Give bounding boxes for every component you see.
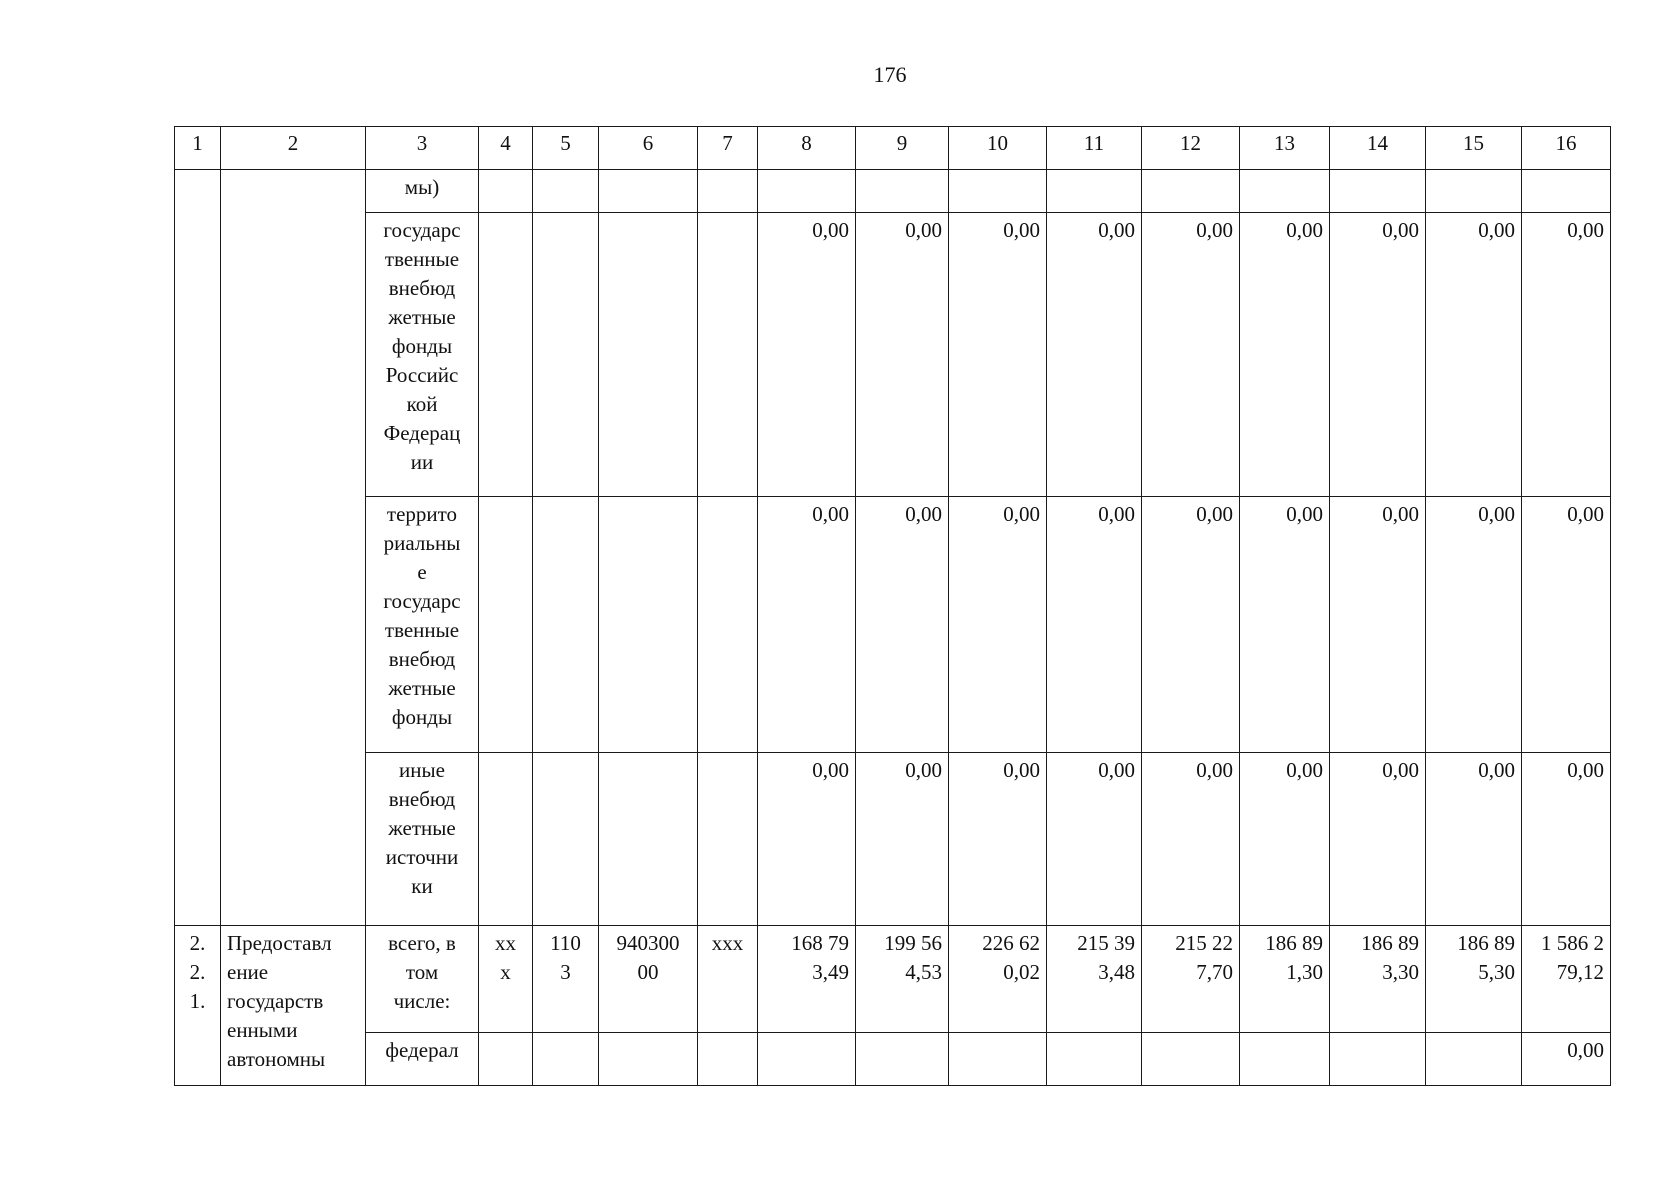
value-cell-col10: 0,00: [949, 753, 1047, 926]
total-value-col8-line: 3,49: [812, 960, 849, 984]
empty-cell: [479, 1033, 533, 1086]
total-label-line: том: [405, 960, 439, 984]
empty-cell: [533, 497, 599, 753]
value-cell-col12: [1142, 170, 1240, 213]
funding-source-label: [366, 213, 479, 497]
empty-cell: [698, 1033, 758, 1086]
value-cell-col12: 0,00: [1142, 213, 1240, 497]
total-value-col8: [758, 926, 856, 1033]
empty-cell: [599, 753, 698, 926]
column-number-3: 3: [366, 127, 479, 170]
value-cell-col8: 0,00: [758, 497, 856, 753]
value-cell-col8: 0,00: [758, 753, 856, 926]
value-cell-col15: 0,00: [1426, 497, 1522, 753]
total-value-col13: [1240, 926, 1330, 1033]
value-cell-col14: 0,00: [1330, 213, 1426, 497]
section-number-line: 2.: [189, 960, 206, 984]
section-name-line: ение: [227, 960, 269, 984]
page-number: 176: [873, 62, 907, 87]
column-number-8: 8: [758, 127, 856, 170]
funding-source-label-line: источни: [385, 845, 459, 869]
col6-code-line: 00: [637, 960, 659, 984]
section-name-line: енными: [227, 1018, 298, 1042]
value-cell-col14: 0,00: [1330, 753, 1426, 926]
column-number-9: 9: [856, 127, 949, 170]
col4-code-line: х: [500, 960, 511, 984]
total-value-col15: [1426, 926, 1522, 1033]
empty-cell: [698, 497, 758, 753]
total-value-col15-line: 5,30: [1478, 960, 1515, 984]
funding-source-label-line: фонды: [391, 334, 453, 358]
section-name-line: государств: [227, 989, 324, 1013]
total-value-col9-line: 4,53: [905, 960, 942, 984]
value-cell-col15: [1426, 170, 1522, 213]
section-number-line: 1.: [189, 989, 206, 1013]
section-number: [175, 926, 221, 1086]
total-value-col13-line: 186 89: [1265, 931, 1323, 955]
col5-code-line: 3: [560, 960, 571, 984]
value-cell-col8: [758, 170, 856, 213]
empty-cell: [479, 753, 533, 926]
col6-code: [599, 926, 698, 1033]
funding-source-label: [366, 753, 479, 926]
empty-cell: [533, 170, 599, 213]
total-value-col11-line: 215 39: [1077, 931, 1135, 955]
funding-source-label-line: иные: [399, 758, 445, 782]
empty-cell: [533, 1033, 599, 1086]
value-cell-col16: 0,00: [1522, 753, 1611, 926]
funding-source-label-line: риальны: [383, 531, 461, 555]
column-number-14: 14: [1330, 127, 1426, 170]
total-value-col16: [1522, 926, 1611, 1033]
empty-cell: [479, 170, 533, 213]
total-value-col10: [949, 926, 1047, 1033]
column-number-2: 2: [221, 127, 366, 170]
value-cell-col16: 0,00: [1522, 497, 1611, 753]
empty-cell: [533, 213, 599, 497]
value-cell-col16: 0,00: [1522, 213, 1611, 497]
total-label-line: всего, в: [388, 931, 456, 955]
funding-source-label: [366, 497, 479, 753]
value-cell-col11: [1047, 170, 1142, 213]
column-number-12: 12: [1142, 127, 1240, 170]
table-row-other-extrabudgetary: [175, 753, 1611, 926]
federal-value-col14: [1330, 1033, 1426, 1086]
total-value-col10-line: 0,02: [1003, 960, 1040, 984]
section-name: [221, 926, 366, 1086]
value-cell-col13: 0,00: [1240, 497, 1330, 753]
empty-cell: [479, 213, 533, 497]
empty-cell: [698, 170, 758, 213]
empty-cell: [599, 1033, 698, 1086]
funding-source-label-line: жетные: [388, 305, 456, 329]
funding-source-label-line: Российс: [385, 363, 459, 387]
value-cell-col12: 0,00: [1142, 497, 1240, 753]
empty-cell: [698, 753, 758, 926]
column-number-7: 7: [698, 127, 758, 170]
total-value-col16-line: 1 586 2: [1541, 931, 1604, 955]
total-value-col8-line: 168 79: [791, 931, 849, 955]
total-value-col9: [856, 926, 949, 1033]
value-cell-col12: 0,00: [1142, 753, 1240, 926]
value-cell-col14: 0,00: [1330, 497, 1426, 753]
section-name-line: Предоставл: [227, 931, 332, 955]
federal-value-col10: [949, 1033, 1047, 1086]
funding-source-label-line: Федерац: [383, 421, 461, 445]
total-value-col13-line: 1,30: [1286, 960, 1323, 984]
empty-cell: [599, 497, 698, 753]
total-label: [366, 926, 479, 1033]
value-cell-col15: 0,00: [1426, 753, 1522, 926]
col4-code-line: хх: [495, 931, 516, 955]
federal-value-col8: [758, 1033, 856, 1086]
value-cell-col10: 0,00: [949, 213, 1047, 497]
value-cell-col15: 0,00: [1426, 213, 1522, 497]
total-value-col14-line: 186 89: [1361, 931, 1419, 955]
column-number-16: 16: [1522, 127, 1611, 170]
column-number-13: 13: [1240, 127, 1330, 170]
value-cell-col11: 0,00: [1047, 213, 1142, 497]
total-value-col12-line: 215 22: [1175, 931, 1233, 955]
funding-source-label-line: е: [417, 560, 427, 584]
col7-code: ххх: [698, 926, 758, 1033]
funding-source-label-line: ии: [410, 450, 434, 474]
column-number-6: 6: [599, 127, 698, 170]
funding-source-label-line: внебюд: [388, 647, 456, 671]
federal-value-col12: [1142, 1033, 1240, 1086]
funding-source-label-line: государс: [383, 218, 461, 242]
table-row-state-extrabudgetary: [175, 213, 1611, 497]
funding-source-label-line: федерал: [385, 1038, 459, 1062]
federal-value-col11: [1047, 1033, 1142, 1086]
value-cell-col9: 0,00: [856, 213, 949, 497]
total-value-col9-line: 199 56: [884, 931, 942, 955]
value-cell-col13: 0,00: [1240, 213, 1330, 497]
federal-value-col16: 0,00: [1522, 1033, 1611, 1086]
table-row-territorial-extrabudgetary: [175, 497, 1611, 753]
funding-source-label-line: жетные: [388, 676, 456, 700]
value-cell-col9: 0,00: [856, 497, 949, 753]
federal-value-col15: [1426, 1033, 1522, 1086]
federal-value-col9: [856, 1033, 949, 1086]
total-value-col14-line: 3,30: [1382, 960, 1419, 984]
funding-source-label-line: твенные: [384, 247, 460, 271]
empty-cell: [533, 753, 599, 926]
section-number-line: 2.: [189, 931, 206, 955]
table-row-continuation: [175, 170, 1611, 213]
federal-value-col13: [1240, 1033, 1330, 1086]
budget-table: [174, 126, 1611, 1086]
total-value-col15-line: 186 89: [1457, 931, 1515, 955]
funding-source-label: [366, 170, 479, 213]
funding-source-label-line: твенные: [384, 618, 460, 642]
total-value-col12-line: 7,70: [1196, 960, 1233, 984]
column-number-5: 5: [533, 127, 599, 170]
empty-cell: [698, 213, 758, 497]
table-row-section-total: [175, 926, 1611, 1033]
value-cell-col10: [949, 170, 1047, 213]
section-name-line: автономны: [227, 1047, 326, 1071]
col2-empty-cell: [221, 170, 366, 926]
value-cell-col13: [1240, 170, 1330, 213]
total-value-col11-line: 3,48: [1098, 960, 1135, 984]
total-label-line: числе:: [393, 989, 451, 1013]
funding-source-label-line: внебюд: [388, 276, 456, 300]
value-cell-col16: [1522, 170, 1611, 213]
value-cell-col9: 0,00: [856, 753, 949, 926]
empty-cell: [599, 170, 698, 213]
column-number-15: 15: [1426, 127, 1522, 170]
total-value-col10-line: 226 62: [982, 931, 1040, 955]
total-value-col14: [1330, 926, 1426, 1033]
value-cell-col13: 0,00: [1240, 753, 1330, 926]
funding-source-label-line: фонды: [391, 705, 453, 729]
column-number-1: 1: [175, 127, 221, 170]
column-number-10: 10: [949, 127, 1047, 170]
value-cell-col14: [1330, 170, 1426, 213]
column-number-11: 11: [1047, 127, 1142, 170]
value-cell-col10: 0,00: [949, 497, 1047, 753]
col4-code: [479, 926, 533, 1033]
funding-source-label-line: мы): [404, 175, 440, 199]
funding-source-label-line: кой: [406, 392, 438, 416]
column-number-4: 4: [479, 127, 533, 170]
funding-source-label-line: террито: [386, 502, 458, 526]
col5-code-line: 110: [550, 931, 581, 955]
empty-cell: [479, 497, 533, 753]
funding-source-label-line: жетные: [388, 816, 456, 840]
total-value-col12: [1142, 926, 1240, 1033]
col1-empty-cell: [175, 170, 221, 926]
total-value-col16-line: 79,12: [1556, 960, 1604, 984]
total-value-col11: [1047, 926, 1142, 1033]
funding-source-label: [366, 1033, 479, 1086]
value-cell-col8: 0,00: [758, 213, 856, 497]
value-cell-col11: 0,00: [1047, 497, 1142, 753]
funding-source-label-line: ки: [411, 874, 433, 898]
table-row-federal: [175, 1033, 1611, 1086]
funding-source-label-line: государс: [383, 589, 461, 613]
value-cell-col9: [856, 170, 949, 213]
col6-code-line: 940300: [616, 931, 680, 955]
funding-source-label-line: внебюд: [388, 787, 456, 811]
empty-cell: [599, 213, 698, 497]
value-cell-col11: 0,00: [1047, 753, 1142, 926]
col5-code: [533, 926, 599, 1033]
column-number-row: [175, 127, 1611, 170]
